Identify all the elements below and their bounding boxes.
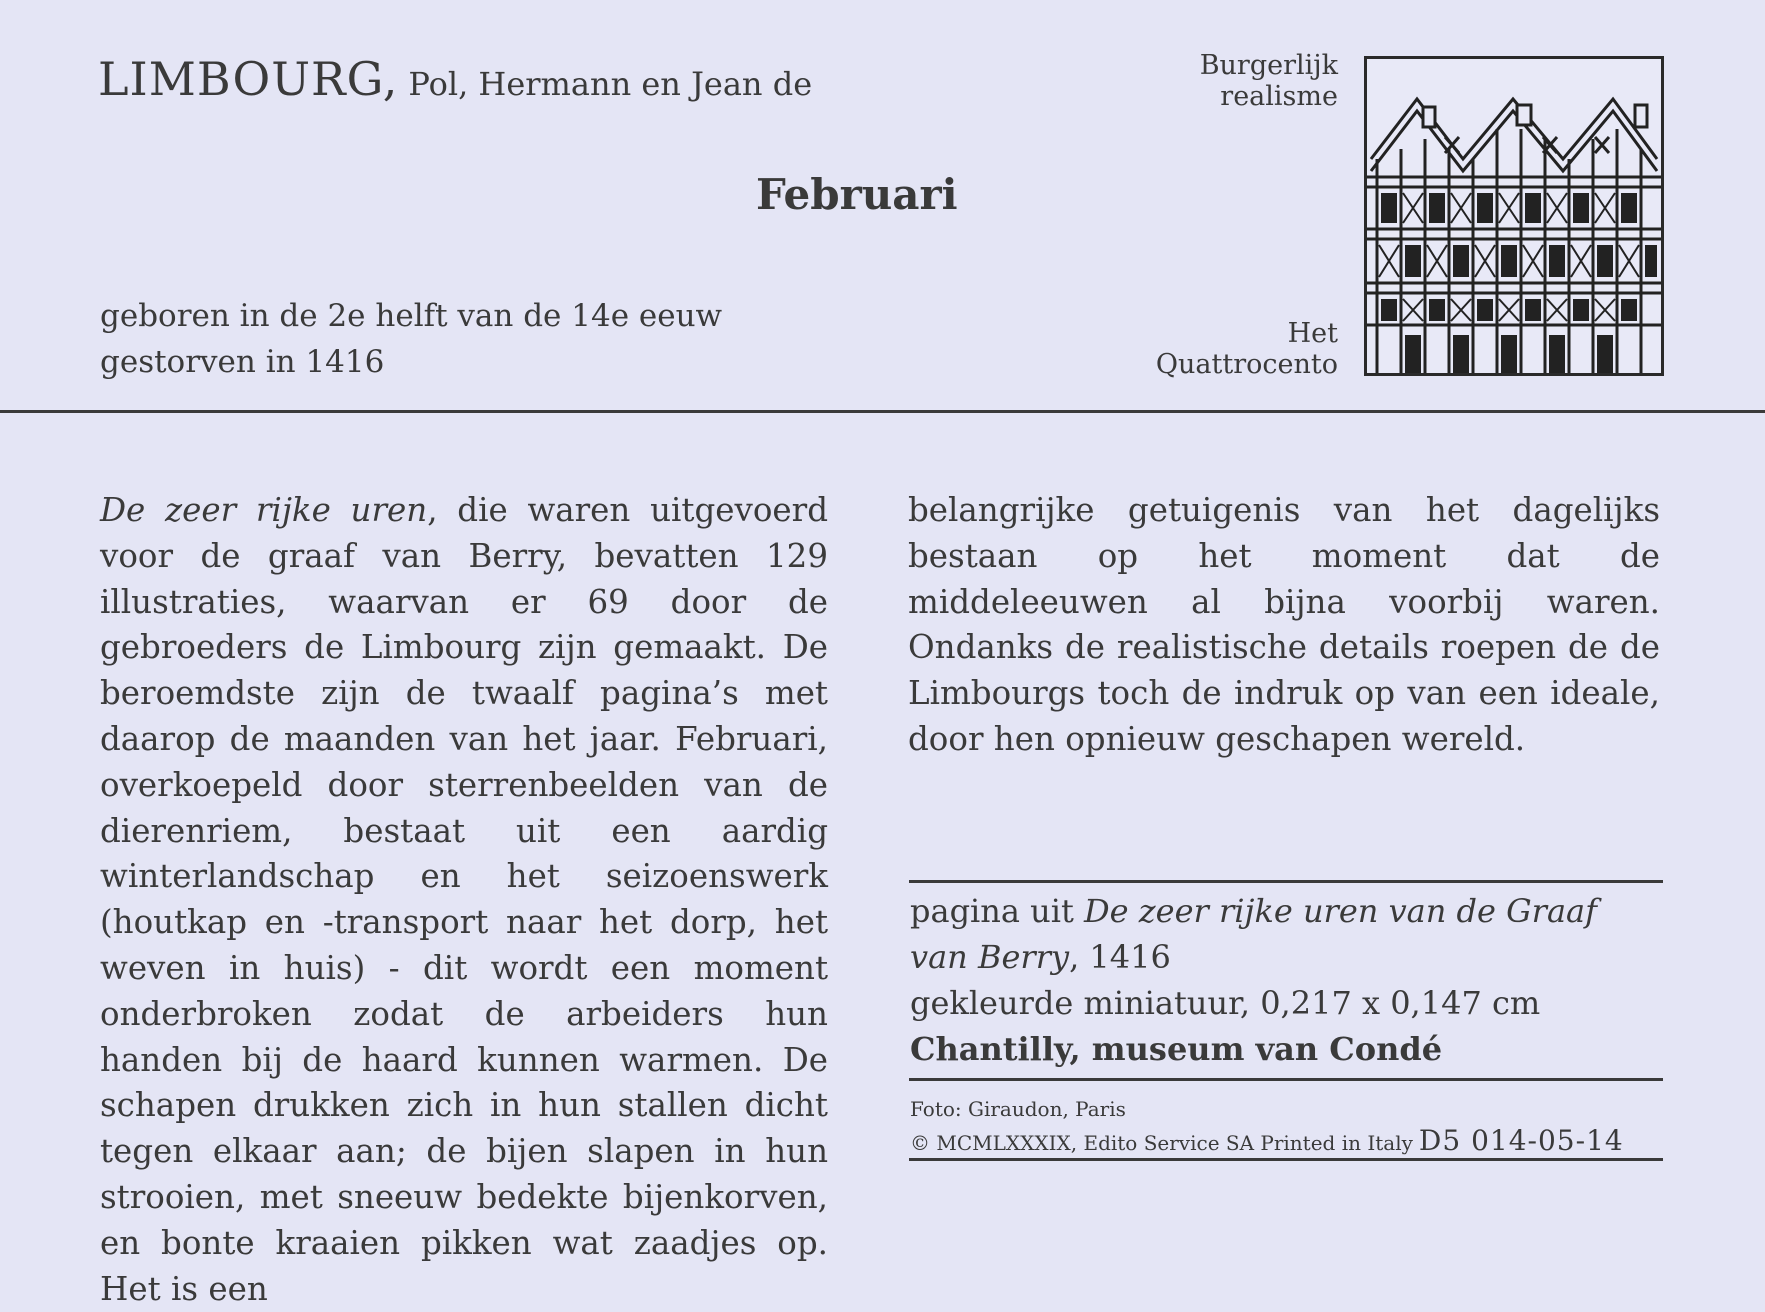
body-paragraph-right: belangrijke getuigenis van het dagelijks bestaan op het moment dat de middeleeuwen al bijna voorbij waren. Ondanks de realistische details roepen de de Limbourgs toch de indruk op van een ideale, door hen opnieuw geschapen wereld. — [908, 491, 1660, 758]
header-divider — [0, 410, 1765, 413]
style-label-bottom — [1156, 318, 1338, 380]
credits — [910, 1093, 1662, 1159]
caption-top-rule — [909, 880, 1663, 883]
card-code: D5 014-05-14 — [1418, 1124, 1624, 1157]
body-text-left: , die waren uitgevoerd voor de graaf van Berry, bevatten 129 illustraties, waarvan er 69 door de gebroeders de Limbourg zijn gemaakt. De beroemdste zijn de twaalf pagina’s met daarop de maanden van het jaar. Februari, overkoepeld door sterrenbeelden van de dierenriem, bestaat uit een aardig winterlandschap en het seizoenswerk (houtkap en -transport naar het dorp, het weven in huis) - dit wordt een moment onderbroken zodat de arbeiders hun handen bij de haard kunnen warmen. De schapen drukken zich in hun stallen dicht tegen elkaar aan; de bijen slapen in hun strooien, met sneeuw bedekte bijenkorven, en bonte kraaien pikken wat zaadjes op. Het is een — [100, 491, 828, 1308]
artist-surname: LIMBOURG, — [98, 52, 399, 106]
footer-rule — [909, 1158, 1663, 1161]
artist-given-names: Pol, Hermann en Jean de — [408, 65, 813, 103]
caption-location: Chantilly, museum van Condé — [910, 1030, 1443, 1068]
style-label-bottom-line1: Het — [1287, 318, 1338, 349]
style-label-top-line2: realisme — [1220, 81, 1338, 112]
death-date: gestorven in 1416 — [100, 344, 385, 380]
body-paragraph-left — [100, 488, 828, 1312]
artwork-caption — [910, 888, 1662, 1072]
caption-bottom-rule — [909, 1078, 1663, 1081]
birth-date: geboren in de 2e helft van de 14e eeuw — [100, 298, 723, 334]
style-label-bottom-line2: Quattrocento — [1155, 349, 1338, 380]
caption-work-title: De zeer rijke uren van de Graaf — [1084, 892, 1597, 930]
artist-name — [98, 52, 812, 106]
caption-line-2: van Berry, 1416 — [910, 938, 1171, 976]
caption-line-1: pagina uit De zeer rijke uren van de Graaf — [910, 892, 1597, 930]
caption-medium: gekleurde miniatuur, 0,217 x 0,147 cm — [910, 984, 1541, 1022]
emblem-drawing — [1367, 59, 1661, 373]
body-column-left — [100, 488, 828, 1312]
style-label-top — [1200, 50, 1338, 112]
body-italic-title: De zeer rijke uren — [100, 491, 428, 529]
photo-credit: Foto: Giraudon, Paris — [910, 1097, 1126, 1121]
page-title: Februari — [756, 170, 958, 219]
half-timbered-houses-icon — [1364, 56, 1664, 376]
style-label-top-line1: Burgerlijk — [1199, 50, 1338, 81]
copyright-line: © MCMLXXXIX, Edito Service SA Printed in Italy D5 014-05-14 — [910, 1124, 1624, 1157]
caption-work-title-cont: van Berry — [910, 938, 1070, 976]
body-column-right — [908, 488, 1660, 763]
